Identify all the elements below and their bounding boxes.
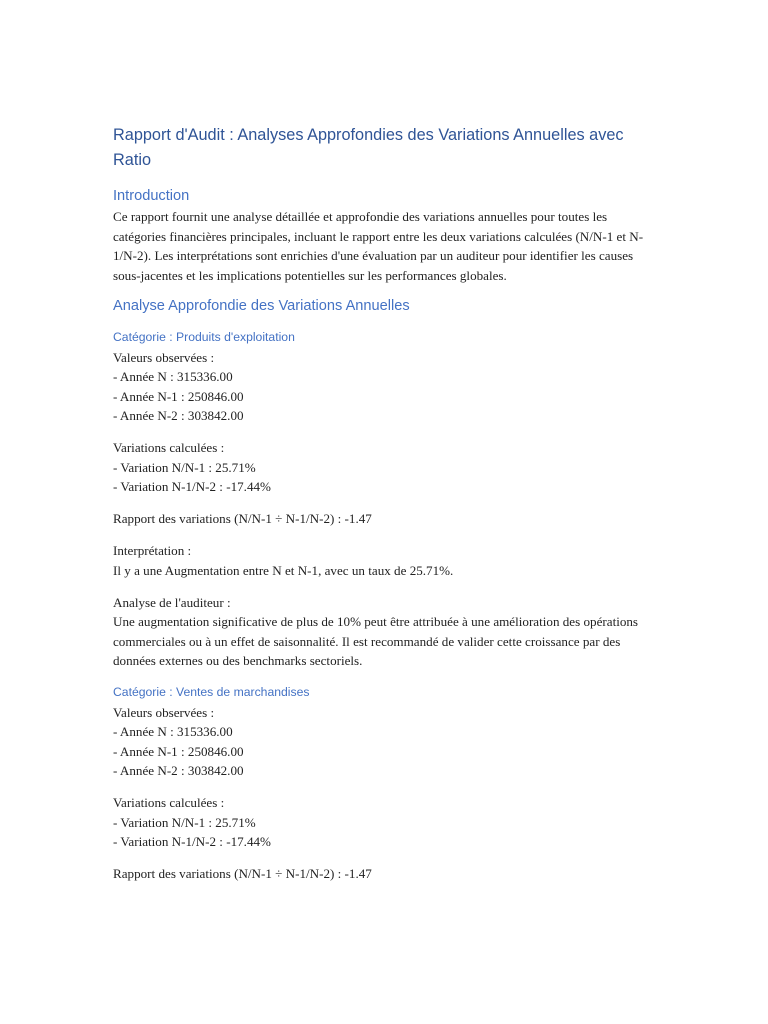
value-year-n: - Année N : 315336.00 [113,369,233,384]
ratio-block [113,509,658,529]
category-heading: Catégorie : Ventes de marchandises [113,685,310,699]
calculated-variations-block [113,793,658,852]
observed-values-label: Valeurs observées : [113,349,215,365]
ratio-block [113,864,658,884]
variations-label: Variations calculées : [113,440,225,455]
category-heading: Catégorie : Produits d'exploitation [113,330,295,344]
section-heading: Analyse Approfondie des Variations Annuelles [113,298,410,314]
interpretation-text: Il y a une Augmentation entre N et N-1, avec un taux de 25.71%. [113,562,454,578]
value-year-n-1: - Année N-1 : 250846.00 [113,388,244,404]
variations-ratio: Rapport des variations (N/N-1 ÷ N-1/N-2) : -1.47 [113,866,372,881]
value-year-n-2: - Année N-2 : 303842.00 [113,763,244,778]
variation-n-n-1: - Variation N/N-1 : 25.71% [113,459,256,475]
category-ventes-marchandises [113,683,658,884]
value-year-n: - Année N : 315336.00 [113,724,233,739]
intro-heading: Introduction [113,188,190,204]
interpretation-label: Interprétation : [113,543,192,558]
observed-values-label: Valeurs observées : [113,704,215,720]
variation-n-1-n-2: - Variation N-1/N-2 : -17.44% [113,479,271,494]
calculated-variations-block [113,438,658,497]
document-page [113,123,658,896]
category-produits-exploitation [113,328,658,671]
intro-paragraph: Ce rapport fournit une analyse détaillée et approfondie des variations annuelles pour toutes les catégories financières principales, incluant le rapport entre les deux variations calculées (N/N-1 et N-1/N-2). Les interprétations sont enrichies d'une évaluation par un auditeur pour identifier les causes sous-jacentes et les implications potentielles sur les performances globales. [113,209,644,283]
value-year-n-1: - Année N-1 : 250846.00 [113,743,244,759]
variations-label: Variations calculées : [113,795,225,810]
observed-values-block [113,703,658,781]
value-year-n-2: - Année N-2 : 303842.00 [113,408,244,423]
document-title: Rapport d'Audit : Analyses Approfondies des Variations Annuelles avec Ratio [113,126,624,169]
auditor-label: Analyse de l'auditeur : [113,594,231,610]
auditor-analysis-block [113,593,658,671]
variations-ratio: Rapport des variations (N/N-1 ÷ N-1/N-2) : -1.47 [113,511,372,526]
interpretation-block [113,541,658,580]
variation-n-n-1: - Variation N/N-1 : 25.71% [113,814,256,830]
variation-n-1-n-2: - Variation N-1/N-2 : -17.44% [113,834,271,849]
observed-values-block [113,348,658,426]
auditor-text: Une augmentation significative de plus de 10% peut être attribuée à une amélioration des opérations commerciales ou à un effet de saisonnalité. Il est recommandé de valider cette croissance par des données externes ou des benchmarks sectoriels. [113,614,639,668]
